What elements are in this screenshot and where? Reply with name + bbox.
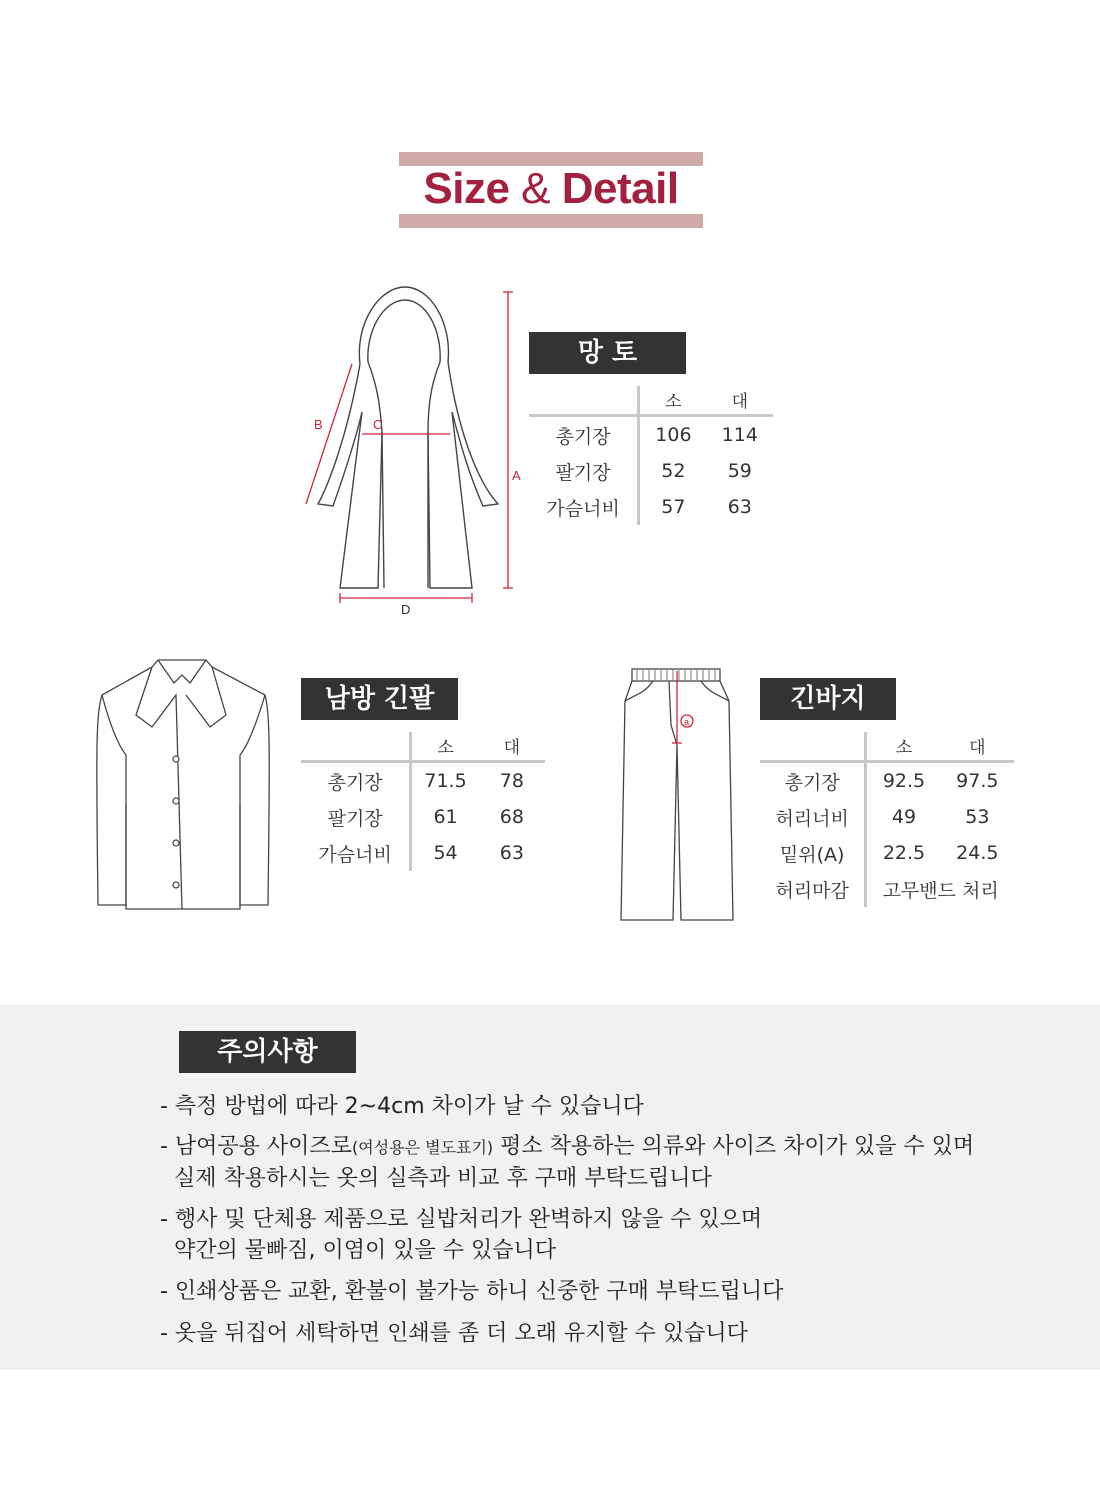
pants-label: 긴바지 <box>760 678 896 720</box>
table-row: 총기장 71.5 78 <box>301 762 545 800</box>
marker-a: A <box>512 468 521 483</box>
column-header: 소 <box>639 386 707 416</box>
note-5: - 옷을 뒤집어 세탁하면 인쇄를 좀 더 오래 유지할 수 있습니다 <box>160 1321 748 1346</box>
table-row: 팔기장 52 59 <box>529 453 773 489</box>
column-header: 소 <box>411 732 479 762</box>
shirt-label: 남방 긴팔 <box>301 678 458 720</box>
marker-a-circle: a <box>684 717 690 727</box>
table-row: 총기장 92.5 97.5 <box>760 762 1014 800</box>
shirt-illustration <box>90 655 275 915</box>
title-bar-bottom <box>399 214 703 228</box>
table-corner <box>301 732 411 762</box>
caution-label: 주의사항 <box>179 1031 356 1073</box>
table-row: 총기장 106 114 <box>529 416 773 454</box>
table-corner <box>760 732 866 762</box>
table-row: 가슴너비 57 63 <box>529 489 773 525</box>
cape-label: 망 토 <box>529 332 686 374</box>
table-row: 밑위(A) 22.5 24.5 <box>760 835 1014 871</box>
column-header: 대 <box>479 732 545 762</box>
page-title: Size & Detail <box>423 164 679 213</box>
note-1: - 측정 방법에 따라 2~4cm 차이가 날 수 있습니다 <box>160 1094 644 1119</box>
table-row: 가슴너비 54 63 <box>301 835 545 871</box>
table-row: 허리마감 고무밴드 처리 <box>760 871 1014 907</box>
shirt-size-table <box>301 732 545 871</box>
note-3: - 행사 및 단체용 제품으로 실밥처리가 완벽하지 않을 수 있으며 약간의 물빠짐, 이염이 있을 수 있습니다 <box>160 1207 763 1263</box>
pants-size-table <box>760 732 1014 907</box>
marker-b: B <box>314 417 323 432</box>
cape-size-table <box>529 386 773 525</box>
caution-section <box>0 1004 1100 1370</box>
pants-illustration <box>615 665 740 927</box>
table-row: 허리너비 49 53 <box>760 799 1014 835</box>
column-header: 대 <box>707 386 773 416</box>
table-row: 팔기장 61 68 <box>301 799 545 835</box>
marker-d: D <box>401 602 411 617</box>
table-corner <box>529 386 639 416</box>
note-4: - 인쇄상품은 교환, 환불이 불가능 하니 신중한 구매 부탁드립니다 <box>160 1279 784 1304</box>
marker-c: C <box>373 417 383 432</box>
note-2: - 남여공용 사이즈로(여성용은 별도표기) 평소 착용하는 의류와 사이즈 차이가 있을 수 있며 실제 착용하시는 옷의 실측과 비교 후 구매 부탁드립니다 <box>160 1134 975 1191</box>
cape-illustration <box>300 282 530 622</box>
column-header: 소 <box>866 732 941 762</box>
column-header: 대 <box>941 732 1014 762</box>
title-box <box>399 152 703 228</box>
